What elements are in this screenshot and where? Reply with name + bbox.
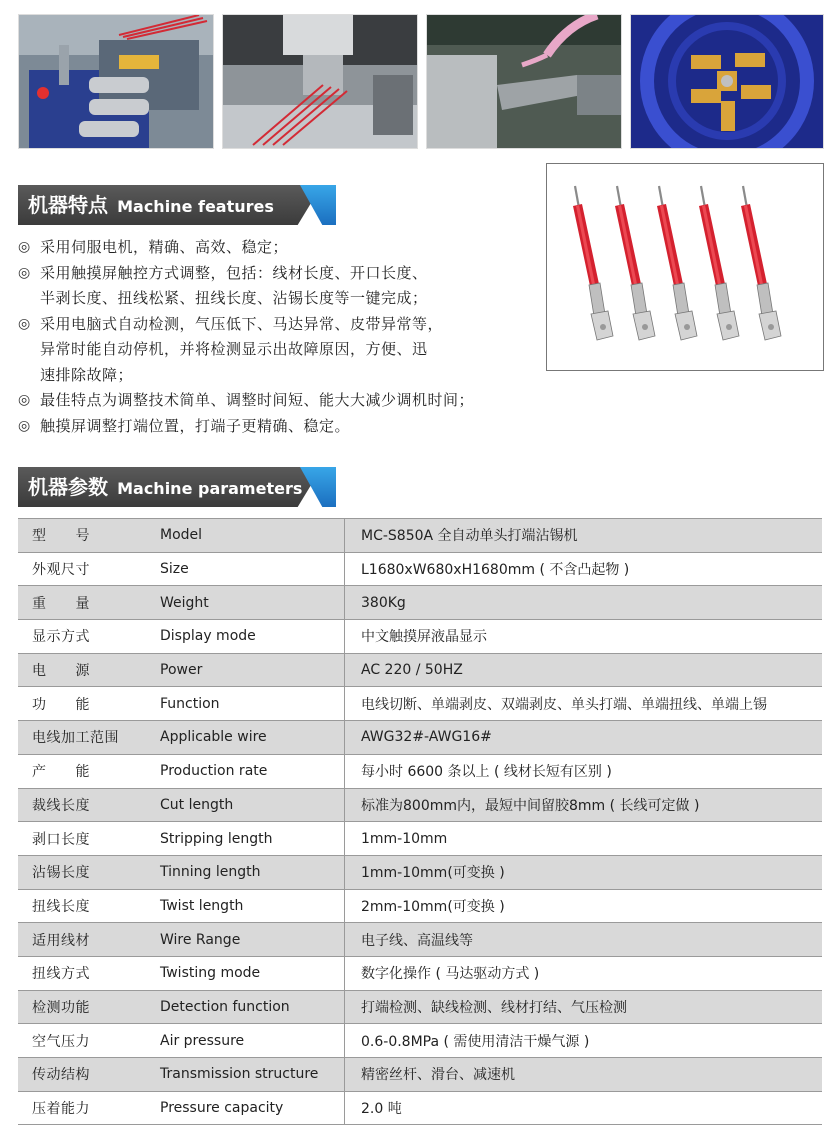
table-row [18,1024,822,1058]
param-name-cn: 重 量 [18,586,146,620]
parameters-table [18,518,822,1125]
features-header [18,185,338,225]
feature-item [18,235,558,261]
param-name-cn: 剥口长度 [18,822,146,856]
feature-item [18,286,558,312]
param-name-en: Power [146,653,345,687]
param-name-cn: 扭线长度 [18,889,146,923]
param-value: 打端检测、缺线检测、线材打结、气压检测 [345,990,823,1024]
param-name-en: Function [146,687,345,721]
param-value: MC-S850A 全自动单头打端沾锡机 [345,519,823,553]
param-name-cn: 外观尺寸 [18,552,146,586]
feature-text: 采用触摸屏触控方式调整，包括：线材长度、开口长度、 [40,263,428,282]
param-value: 标准为800mm内，最短中间留胶8mm ( 长线可定做 ) [345,788,823,822]
param-name-cn: 显示方式 [18,620,146,654]
table-row [18,519,822,553]
table-row [18,721,822,755]
param-name-cn: 电线加工范围 [18,721,146,755]
table-row [18,855,822,889]
param-value: 2.0 吨 [345,1091,823,1125]
table-row [18,653,822,687]
param-name-en: Wire Range [146,923,345,957]
param-name-en: Size [146,552,345,586]
param-value: AC 220 / 50HZ [345,653,823,687]
feature-item [18,363,558,389]
param-value: 1mm-10mm [345,822,823,856]
param-value: 中文触摸屏液晶显示 [345,620,823,654]
param-value: 每小时 6600 条以上 ( 线材长短有区别 ) [345,754,823,788]
table-row [18,687,822,721]
param-name-cn: 裁线长度 [18,788,146,822]
table-row [18,586,822,620]
table-row [18,1091,822,1125]
table-row [18,956,822,990]
table-row [18,923,822,957]
table-row [18,620,822,654]
table-row [18,552,822,586]
machine-photo-rotary-disk [630,14,824,149]
bullet-icon: ◎ [18,392,31,408]
param-value: 2mm-10mm(可变换 ) [345,889,823,923]
param-name-en: Cut length [146,788,345,822]
param-value: 电线切断、单端剥皮、双端剥皮、单头打端、单端扭线、单端上锡 [345,687,823,721]
machine-photo-gripper [426,14,622,149]
param-value: 0.6-0.8MPa ( 需使用清洁干燥气源 ) [345,1024,823,1058]
bullet-icon: ◎ [18,315,31,332]
param-name-cn: 电 源 [18,653,146,687]
param-name-cn: 检测功能 [18,990,146,1024]
table-row [18,889,822,923]
bullet-icon: ◎ [18,264,31,281]
bullet-icon: ◎ [18,239,31,255]
param-value: 380Kg [345,586,823,620]
param-value: 1mm-10mm(可变换 ) [345,855,823,889]
param-name-en: Transmission structure [146,1058,345,1092]
param-name-en: Stripping length [146,822,345,856]
features-title-en: Machine features [117,197,274,216]
table-row [18,788,822,822]
param-name-en: Twisting mode [146,956,345,990]
param-name-cn: 产 能 [18,754,146,788]
table-row [18,822,822,856]
param-value: 精密丝杆、滑台、减速机 [345,1058,823,1092]
machine-photo-crimp-station [222,14,418,149]
feature-item [18,388,558,414]
param-name-cn: 沾锡长度 [18,855,146,889]
param-name-en: Air pressure [146,1024,345,1058]
feature-text: 速排除故障； [40,365,134,384]
param-name-cn: 传动结构 [18,1058,146,1092]
table-row [18,990,822,1024]
bullet-icon: ◎ [18,417,31,434]
feature-item [18,312,558,338]
param-name-cn: 适用线材 [18,923,146,957]
param-name-en: Weight [146,586,345,620]
feature-text: 最佳特点为调整技术简单、调整时间短、能大大减少调机时间； [40,391,475,409]
param-name-en: Production rate [146,754,345,788]
param-value: 数字化操作 ( 马达驱动方式 ) [345,956,823,990]
param-value: AWG32#-AWG16# [345,721,823,755]
feature-item [18,414,558,440]
param-name-en: Display mode [146,620,345,654]
param-name-cn: 扭线方式 [18,956,146,990]
param-name-cn: 型 号 [18,519,146,553]
param-name-en: Twist length [146,889,345,923]
feature-item [18,261,558,287]
product-terminals-image [546,163,824,371]
feature-text: 异常时能自动停机，并将检测显示出故障原因，方便、迅 [40,340,428,358]
parameters-title-cn: 机器参数 [28,475,108,499]
param-name-en: Pressure capacity [146,1091,345,1125]
param-value: L1680xW680xH1680mm ( 不含凸起物 ) [345,552,823,586]
feature-item [18,337,558,363]
features-title-cn: 机器特点 [28,193,108,217]
param-name-cn: 空气压力 [18,1024,146,1058]
table-row [18,754,822,788]
param-name-en: Applicable wire [146,721,345,755]
param-name-en: Detection function [146,990,345,1024]
terminals-illustration [547,164,823,370]
feature-text: 采用伺服电机，精确、高效、稳定； [40,238,289,256]
features-list [18,235,558,439]
param-name-cn: 压着能力 [18,1091,146,1125]
machine-photo-wire-feeder [18,14,214,149]
feature-text: 触摸屏调整打端位置，打端子更精确、稳定。 [40,416,351,435]
feature-text: 采用电脑式自动检测，气压低下、马达异常、皮带异常等， [40,314,444,333]
param-name-cn: 功 能 [18,687,146,721]
parameters-title-en: Machine parameters [117,479,303,498]
feature-text: 半剥长度、扭线松紧、扭线长度、沾锡长度等一键完成； [40,289,428,307]
param-value: 电子线、高温线等 [345,923,823,957]
parameters-header [18,467,338,507]
param-name-en: Model [146,519,345,553]
table-row [18,1058,822,1092]
param-name-en: Tinning length [146,855,345,889]
